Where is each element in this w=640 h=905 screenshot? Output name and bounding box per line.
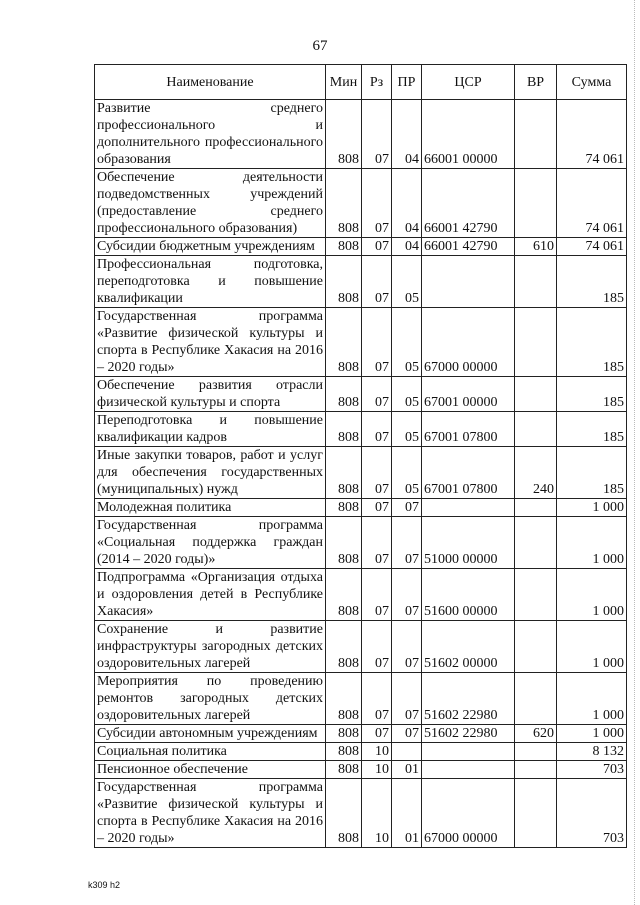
- cell-sum: 185: [557, 256, 627, 308]
- cell-name: Мероприятия по проведению ремонтов загородных детских оздоровительных лагерей: [95, 673, 326, 725]
- cell-min: 808: [326, 377, 362, 412]
- cell-name: Субсидии автономным учреждениям: [95, 725, 326, 743]
- cell-pr: 07: [392, 673, 422, 725]
- table-row: [95, 725, 627, 743]
- cell-vr: [515, 517, 557, 569]
- table-row: [95, 308, 627, 377]
- cell-rz: 07: [362, 447, 392, 499]
- cell-pr: 07: [392, 499, 422, 517]
- cell-csr: 51602 22980: [422, 673, 515, 725]
- cell-name: Обеспечение деятельности подведомственных учреждений (предоставление среднего профессионального образования): [95, 169, 326, 238]
- cell-sum: 185: [557, 412, 627, 447]
- cell-min: 808: [326, 517, 362, 569]
- cell-pr: 05: [392, 308, 422, 377]
- cell-vr: [515, 169, 557, 238]
- cell-name: Молодежная политика: [95, 499, 326, 517]
- cell-min: 808: [326, 499, 362, 517]
- cell-sum: 185: [557, 308, 627, 377]
- cell-rz: 07: [362, 725, 392, 743]
- cell-sum: 1 000: [557, 569, 627, 621]
- cell-vr: [515, 308, 557, 377]
- header-rz: Рз: [362, 65, 392, 100]
- cell-pr: 05: [392, 412, 422, 447]
- cell-name: Социальная политика: [95, 743, 326, 761]
- cell-pr: 07: [392, 517, 422, 569]
- cell-vr: [515, 499, 557, 517]
- cell-csr: [422, 499, 515, 517]
- cell-csr: 67000 00000: [422, 308, 515, 377]
- cell-sum: 1 000: [557, 517, 627, 569]
- table-row: [95, 779, 627, 848]
- header-csr: ЦСР: [422, 65, 515, 100]
- cell-rz: 10: [362, 761, 392, 779]
- table-row: [95, 447, 627, 499]
- page-number: 67: [312, 38, 328, 54]
- cell-sum: 1 000: [557, 725, 627, 743]
- cell-pr: 07: [392, 621, 422, 673]
- cell-csr: 67000 00000: [422, 779, 515, 848]
- cell-min: 808: [326, 412, 362, 447]
- cell-name: Государственная программа «Социальная поддержка граждан (2014 – 2020 годы)»: [95, 517, 326, 569]
- cell-vr: [515, 761, 557, 779]
- cell-sum: 1 000: [557, 673, 627, 725]
- footer-code: k309 h2: [88, 880, 121, 890]
- cell-min: 808: [326, 256, 362, 308]
- cell-name: Сохранение и развитие инфраструктуры загородных детских оздоровительных лагерей: [95, 621, 326, 673]
- cell-sum: 8 132: [557, 743, 627, 761]
- cell-pr: 07: [392, 569, 422, 621]
- table-row: [95, 499, 627, 517]
- table-row: [95, 412, 627, 447]
- cell-pr: 07: [392, 725, 422, 743]
- cell-rz: 07: [362, 499, 392, 517]
- cell-rz: 07: [362, 238, 392, 256]
- cell-rz: 07: [362, 377, 392, 412]
- cell-pr: 04: [392, 238, 422, 256]
- cell-csr: 66001 42790: [422, 169, 515, 238]
- cell-sum: 185: [557, 447, 627, 499]
- cell-name: Государственная программа «Развитие физической культуры и спорта в Республике Хакасия на 2016 – 2020 годы»: [95, 308, 326, 377]
- cell-name: Развитие среднего профессионального и дополнительного профессионального образования: [95, 100, 326, 169]
- cell-rz: 10: [362, 743, 392, 761]
- table-row: [95, 621, 627, 673]
- cell-sum: 74 061: [557, 169, 627, 238]
- cell-csr: 66001 00000: [422, 100, 515, 169]
- table-row: [95, 761, 627, 779]
- cell-min: 808: [326, 743, 362, 761]
- cell-min: 808: [326, 169, 362, 238]
- cell-csr: 51600 00000: [422, 569, 515, 621]
- cell-csr: 51602 00000: [422, 621, 515, 673]
- cell-sum: 1 000: [557, 499, 627, 517]
- cell-csr: 66001 42790: [422, 238, 515, 256]
- table-row: [95, 569, 627, 621]
- cell-csr: 67001 07800: [422, 412, 515, 447]
- cell-sum: 74 061: [557, 100, 627, 169]
- cell-vr: [515, 569, 557, 621]
- budget-table: [94, 64, 627, 848]
- cell-pr: 05: [392, 447, 422, 499]
- cell-rz: 07: [362, 621, 392, 673]
- cell-min: 808: [326, 725, 362, 743]
- cell-vr: [515, 100, 557, 169]
- header-sum: Сумма: [557, 65, 627, 100]
- cell-sum: 703: [557, 779, 627, 848]
- cell-vr: [515, 256, 557, 308]
- cell-min: 808: [326, 447, 362, 499]
- cell-rz: 10: [362, 779, 392, 848]
- cell-sum: 185: [557, 377, 627, 412]
- cell-vr: 620: [515, 725, 557, 743]
- cell-vr: [515, 673, 557, 725]
- cell-min: 808: [326, 779, 362, 848]
- cell-min: 808: [326, 308, 362, 377]
- cell-min: 808: [326, 569, 362, 621]
- cell-pr: 05: [392, 377, 422, 412]
- table-row: [95, 377, 627, 412]
- cell-name: Субсидии бюджетным учреждениям: [95, 238, 326, 256]
- cell-name: Государственная программа «Развитие физической культуры и спорта в Республике Хакасия на 2016 – 2020 годы»: [95, 779, 326, 848]
- page-edge-rule: [634, 0, 636, 905]
- cell-pr: 04: [392, 100, 422, 169]
- cell-rz: 07: [362, 169, 392, 238]
- table-row: [95, 100, 627, 169]
- cell-csr: 51602 22980: [422, 725, 515, 743]
- cell-name: Пенсионное обеспечение: [95, 761, 326, 779]
- cell-csr: 67001 00000: [422, 377, 515, 412]
- cell-vr: [515, 377, 557, 412]
- cell-sum: 74 061: [557, 238, 627, 256]
- cell-rz: 07: [362, 412, 392, 447]
- cell-rz: 07: [362, 308, 392, 377]
- cell-vr: [515, 412, 557, 447]
- cell-sum: 1 000: [557, 621, 627, 673]
- cell-min: 808: [326, 100, 362, 169]
- cell-csr: 51000 00000: [422, 517, 515, 569]
- table-body: [95, 100, 627, 848]
- cell-min: 808: [326, 238, 362, 256]
- cell-pr: 01: [392, 779, 422, 848]
- cell-vr: 610: [515, 238, 557, 256]
- cell-sum: 703: [557, 761, 627, 779]
- table-row: [95, 238, 627, 256]
- table-row: [95, 517, 627, 569]
- cell-name: Обеспечение развития отрасли физической культуры и спорта: [95, 377, 326, 412]
- cell-vr: [515, 621, 557, 673]
- cell-rz: 07: [362, 673, 392, 725]
- cell-pr: 05: [392, 256, 422, 308]
- cell-name: Иные закупки товаров, работ и услуг для обеспечения государственных (муниципальных) нужд: [95, 447, 326, 499]
- header-min: Мин: [326, 65, 362, 100]
- cell-rz: 07: [362, 517, 392, 569]
- header-vr: ВР: [515, 65, 557, 100]
- cell-vr: 240: [515, 447, 557, 499]
- table-row: [95, 743, 627, 761]
- cell-name: Переподготовка и повышение квалификации кадров: [95, 412, 326, 447]
- cell-pr: 04: [392, 169, 422, 238]
- table-header-row: [95, 65, 627, 100]
- cell-pr: [392, 743, 422, 761]
- header-pr: ПР: [392, 65, 422, 100]
- cell-min: 808: [326, 761, 362, 779]
- cell-rz: 07: [362, 256, 392, 308]
- cell-csr: [422, 761, 515, 779]
- cell-csr: [422, 743, 515, 761]
- header-name: Наименование: [95, 65, 326, 100]
- cell-csr: [422, 256, 515, 308]
- cell-pr: 01: [392, 761, 422, 779]
- cell-csr: 67001 07800: [422, 447, 515, 499]
- cell-name: Профессиональная подготовка, переподготовка и повышение квалификации: [95, 256, 326, 308]
- table-row: [95, 169, 627, 238]
- cell-rz: 07: [362, 569, 392, 621]
- cell-min: 808: [326, 673, 362, 725]
- cell-rz: 07: [362, 100, 392, 169]
- table-row: [95, 673, 627, 725]
- cell-name: Подпрограмма «Организация отдыха и оздоровления детей в Республике Хакасия»: [95, 569, 326, 621]
- table-row: [95, 256, 627, 308]
- cell-min: 808: [326, 621, 362, 673]
- cell-vr: [515, 779, 557, 848]
- cell-vr: [515, 743, 557, 761]
